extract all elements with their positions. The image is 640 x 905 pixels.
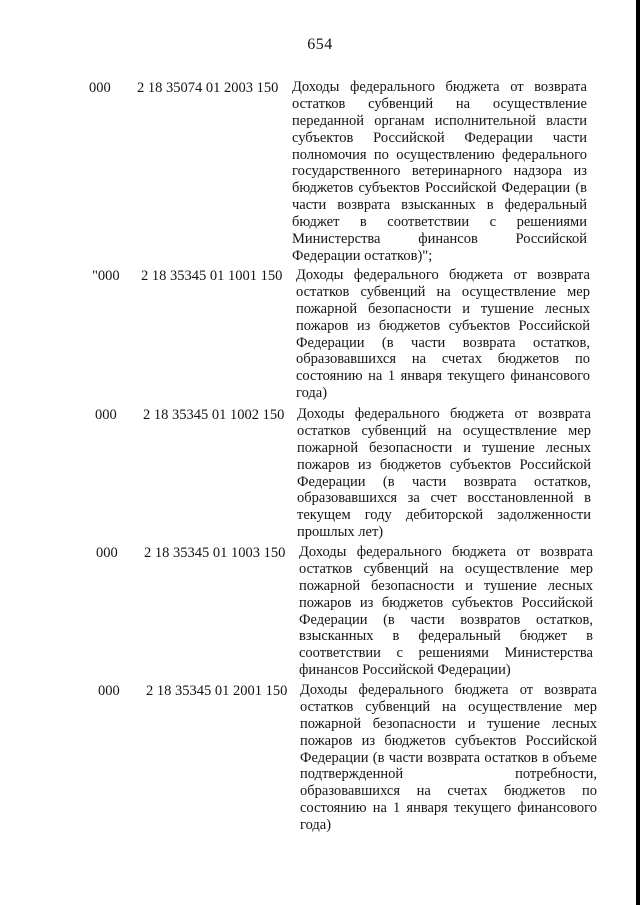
- entry-description: [299, 544, 593, 679]
- admin-code: "000: [92, 268, 120, 284]
- admin-code: 000: [95, 407, 117, 423]
- description-line: финансов Российской Федерации): [299, 662, 511, 679]
- description-line: Доходы федерального бюджета от возврата: [297, 406, 591, 422]
- admin-code: 000: [89, 80, 111, 96]
- description-line: Доходы федерального бюджета от возврата: [292, 79, 587, 95]
- description-line: прошлых лет): [297, 524, 384, 541]
- description-line: части возврата взысканных в федеральный: [292, 197, 587, 214]
- description-line: субъектов Российской Федерации части: [292, 129, 587, 146]
- description-line: Федерации (в части возврата остатков,: [297, 473, 591, 490]
- description-line: пожарной безопасности и тушение лесных: [299, 577, 593, 594]
- description-line: государственного ветеринарного надзора из: [292, 163, 587, 180]
- page-number: 654: [307, 36, 333, 53]
- description-line: взысканных в федеральный бюджет в: [299, 628, 593, 645]
- description-line: Доходы федерального бюджета от возврата: [300, 682, 597, 698]
- description-line: пожарной безопасности и тушение лесных: [300, 715, 597, 732]
- description-line: Доходы федерального бюджета от возврата: [296, 267, 590, 283]
- kbk-code: 2 18 35345 01 1001 150: [141, 268, 283, 284]
- description-line: Федерации (в части возвратов остатков,: [299, 611, 593, 628]
- description-line: текущем году дебиторской задолженности: [297, 507, 591, 524]
- description-line: пожаров из бюджетов субъектов Российской: [296, 317, 590, 334]
- description-line: образовавшихся на счетах бюджетов по: [300, 783, 597, 800]
- description-line: остатков субвенций на осуществление мер: [300, 698, 597, 715]
- description-line: пожарной безопасности и тушение лесных: [296, 300, 590, 317]
- kbk-code: 2 18 35345 01 1003 150: [144, 545, 286, 561]
- entry-description: [300, 682, 597, 834]
- description-line: остатков субвенций на осуществление мер: [296, 283, 590, 300]
- description-line: Доходы федерального бюджета от возврата: [299, 544, 593, 560]
- description-line: образовавшихся на счетах бюджетов по: [296, 351, 590, 368]
- description-line: пожаров из бюджетов субъектов Российской: [299, 594, 593, 611]
- entry-description: [296, 267, 590, 402]
- description-line: переданной органам исполнительной власти: [292, 112, 587, 129]
- description-line: бюджетов субъектов Российской Федерации (в: [292, 180, 587, 197]
- description-line: соответствии с решениями Министерства: [299, 645, 593, 662]
- kbk-code: 2 18 35345 01 2001 150: [146, 683, 288, 699]
- admin-code: 000: [96, 545, 118, 561]
- entry-description: [297, 406, 591, 541]
- description-line: Федерации остатков)";: [292, 247, 433, 264]
- description-line: остатков субвенций на осуществление мер: [299, 560, 593, 577]
- description-line: состоянию на 1 января текущего финансового: [300, 800, 597, 817]
- description-line: пожаров из бюджетов субъектов Российской: [297, 456, 591, 473]
- description-line: Федерации (в части возврата остатков,: [296, 334, 590, 351]
- description-line: остатков субвенций на осуществление мер: [297, 422, 591, 439]
- scan-edge-shadow: [636, 0, 640, 905]
- description-line: Федерации (в части возврата остатков в объеме: [300, 749, 597, 766]
- description-line: полномочия по осуществлению федерального: [292, 146, 587, 163]
- description-line: состоянию на 1 января текущего финансового: [296, 368, 590, 385]
- description-line: образовавшихся за счет восстановленной в: [297, 490, 591, 507]
- description-line: подтвержденной потребности,: [300, 766, 597, 783]
- description-line: остатков субвенций на осуществление: [292, 95, 587, 112]
- entry-description: [292, 79, 587, 265]
- admin-code: 000: [98, 683, 120, 699]
- description-line: пожарной безопасности и тушение лесных: [297, 439, 591, 456]
- description-line: бюджет в соответствии с решениями: [292, 214, 587, 231]
- description-line: Министерства финансов Российской: [292, 231, 587, 248]
- description-line: пожаров из бюджетов субъектов Российской: [300, 732, 597, 749]
- description-line: года): [296, 385, 328, 402]
- kbk-code: 2 18 35345 01 1002 150: [143, 407, 285, 423]
- description-line: года): [300, 817, 332, 834]
- kbk-code: 2 18 35074 01 2003 150: [137, 80, 279, 96]
